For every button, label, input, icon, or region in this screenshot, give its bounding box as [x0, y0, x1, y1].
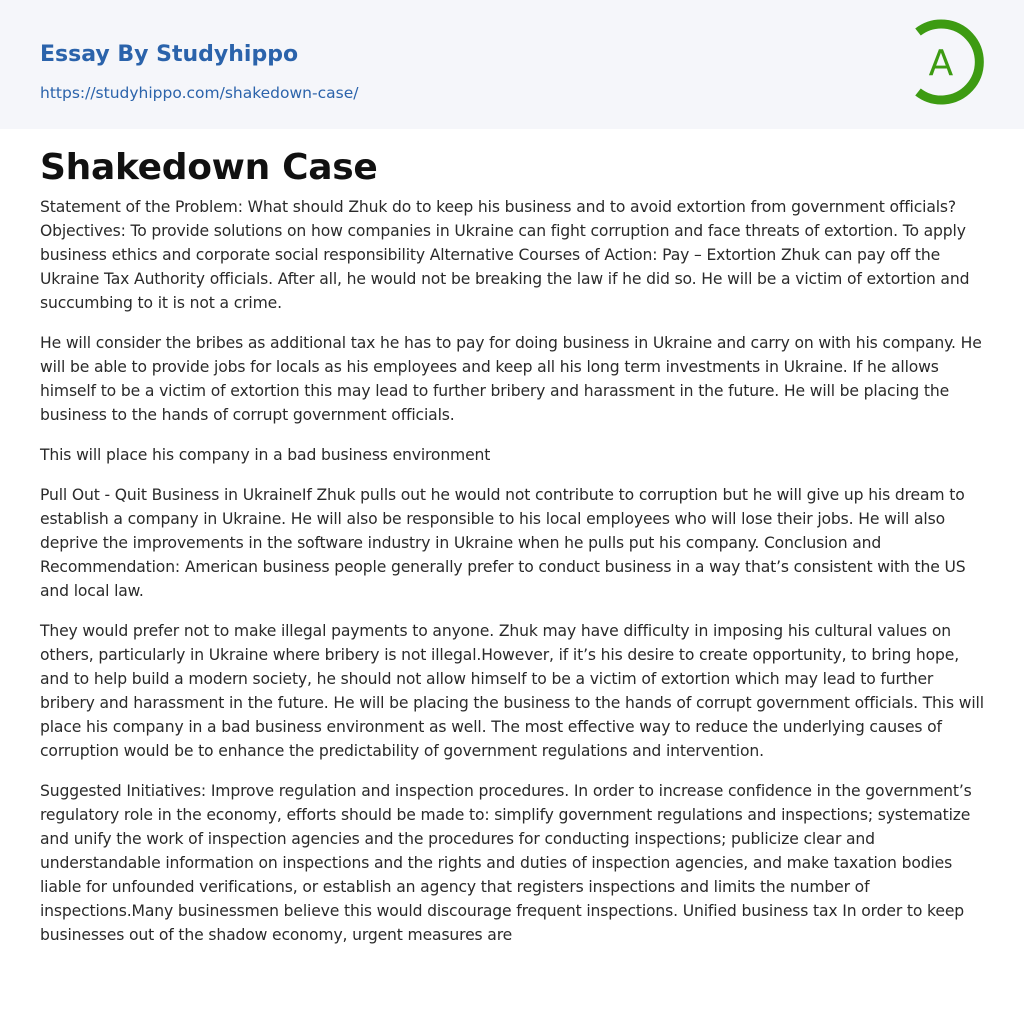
- essay-paragraph: They would prefer not to make illegal payments to anyone. Zhuk may have difficulty in imposing his cultural values on others, particularly in Ukraine where bribery is not illegal.However, if it’s his desire to create opportunity, to bring hope, and to help build a modern society, he should not allow himself to be a victim of extortion which may lead to further bribery and harassment in the future. He will be placing the business to the hands of corrupt government officials. This will place his company in a bad business environment as well. The most effective way to reduce the underlying causes of corruption would be to enhance the predictability of government regulations and intervention.: [40, 622, 984, 760]
- logo-letter: A: [928, 43, 954, 84]
- essay-paragraph: Suggested Initiatives: Improve regulation and inspection procedures. In order to increase confidence in the government’s regulatory role in the economy, efforts should be made to: simplify government regulations and inspections; systematize and unify the work of inspection agencies and the procedures for conducting inspections; publicize clear and understandable information on inspections and the rights and duties of inspection agencies, and make taxation bodies liable for unfounded verifications, or establish an agency that registers inspections and limits the number of inspections.Many businessmen believe this would discourage frequent inspections. Unified business tax In order to keep businesses out of the shadow economy, urgent measures are: [40, 782, 972, 944]
- article-url-link[interactable]: https://studyhippo.com/shakedown-case/: [40, 84, 359, 102]
- essay-paragraph: This will place his company in a bad business environment: [40, 446, 491, 464]
- page-title: Shakedown Case: [40, 147, 378, 188]
- essay-paragraph: Pull Out - Quit Business in UkraineIf Zhuk pulls out he would not contribute to corruption but he will give up his dream to establish a company in Ukraine. He will also be responsible to his local employees who will lose their jobs. He will also deprive the improvements in the software industry in Ukraine when he pulls put his company. Conclusion and Recommendation: American business people generally prefer to conduct business in a way that’s consistent with the US and local law.: [40, 486, 966, 600]
- brand-title: Essay By Studyhippo: [40, 42, 299, 67]
- essay-body: [40, 195, 988, 963]
- essay-paragraph: Statement of the Problem: What should Zhuk do to keep his business and to avoid extortion from government officials? Objectives: To provide solutions on how companies in Ukraine can fight corruption and face threats of extortion. To apply business ethics and corporate social responsibility Alternative Courses of Action: Pay – Extortion Zhuk can pay off the Ukraine Tax Authority officials. After all, he would not be breaking the law if he did so. He will be a victim of extortion and succumbing to it is not a crime.: [40, 198, 970, 312]
- studyhippo-logo-icon[interactable]: [908, 18, 988, 106]
- site-header: [0, 0, 1024, 129]
- essay-paragraph: He will consider the bribes as additional tax he has to pay for doing business in Ukraine and carry on with his company. He will be able to provide jobs for locals as his employees and keep all his long term investments in Ukraine. If he allows himself to be a victim of extortion this may lead to further bribery and harassment in the future. He will be placing the business to the hands of corrupt government officials.: [40, 334, 982, 424]
